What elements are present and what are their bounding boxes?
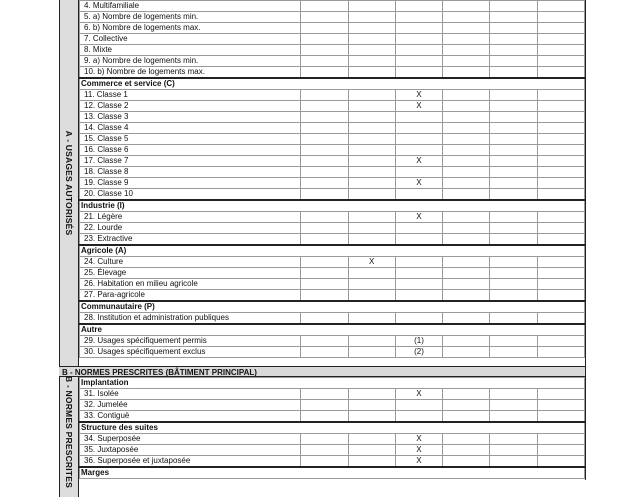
row-label: 20. Classe 10 [80,189,301,201]
value-cell [395,268,442,279]
value-cell [348,223,395,234]
row-label: 36. Superposée et juxtaposée [80,456,301,468]
value-cell [348,445,395,456]
value-cell [537,145,584,156]
row-label: 30. Usages spécifiquement exclus [80,347,301,358]
value-cell [490,101,537,112]
value-cell [443,268,490,279]
value-cell [537,336,584,347]
value-cell [537,189,584,201]
row-label: 23. Extractive [80,234,301,246]
value-cell [348,400,395,411]
table-row [80,134,585,145]
table-row [80,167,585,178]
value-cell [490,112,537,123]
value-cell [348,434,395,445]
value-cell [301,234,348,246]
value-cell [537,400,584,411]
table-row [80,90,585,101]
value-cell [348,67,395,79]
right-border [585,0,586,480]
group-header-row [80,467,585,479]
value-cell [490,290,537,302]
value-cell [490,212,537,223]
value-cell [537,12,584,23]
value-cell [443,279,490,290]
value-cell [443,67,490,79]
value-cell [301,101,348,112]
value-cell [348,178,395,189]
value-cell [395,56,442,67]
table-row [80,189,585,201]
row-label: 7. Collective [80,34,301,45]
value-cell [537,167,584,178]
value-cell [301,145,348,156]
value-cell [443,445,490,456]
value-cell [537,90,584,101]
value-cell [443,112,490,123]
value-cell [301,123,348,134]
value-cell [537,290,584,302]
value-cell [537,257,584,268]
section-a-table [79,0,585,358]
table-row [80,411,585,423]
value-cell [348,12,395,23]
value-cell [490,178,537,189]
row-label: 26. Habitation en milieu agricole [80,279,301,290]
value-cell [443,178,490,189]
value-cell [443,212,490,223]
row-label: 5. a) Nombre de logements min. [80,12,301,23]
value-cell [537,279,584,290]
value-cell [443,313,490,325]
value-cell [537,313,584,325]
value-cell [443,347,490,358]
section-b-table [79,377,585,479]
table-row [80,12,585,23]
row-label: 18. Classe 8 [80,167,301,178]
group-header-row [80,301,585,313]
group-header-row [80,200,585,212]
value-cell [301,12,348,23]
value-cell [490,223,537,234]
value-cell [301,411,348,423]
value-cell [443,12,490,23]
table-row [80,445,585,456]
value-cell [301,45,348,56]
table-row [80,400,585,411]
value-cell [490,400,537,411]
value-cell [537,347,584,358]
value-cell [537,56,584,67]
value-cell: X [395,389,442,400]
table-row [80,67,585,79]
value-cell [490,23,537,34]
row-label: 15. Classe 5 [80,134,301,145]
value-cell [348,389,395,400]
value-cell [490,123,537,134]
value-cell [395,45,442,56]
group-header: Structure des suites [80,422,585,434]
value-cell [348,456,395,468]
value-cell [395,23,442,34]
value-cell [537,445,584,456]
value-cell [490,156,537,167]
value-cell [537,389,584,400]
value-cell [537,178,584,189]
value-cell [348,134,395,145]
value-cell [490,234,537,246]
value-cell [395,189,442,201]
value-cell [537,268,584,279]
value-cell [537,101,584,112]
value-cell [537,112,584,123]
row-label: 14. Classe 4 [80,123,301,134]
value-cell: X [395,101,442,112]
value-cell [443,90,490,101]
value-cell [301,257,348,268]
value-cell [395,400,442,411]
value-cell [301,389,348,400]
value-cell [395,290,442,302]
value-cell [301,313,348,325]
value-cell [395,257,442,268]
value-cell [348,90,395,101]
group-header: Industrie (I) [80,200,585,212]
table-row [80,145,585,156]
value-cell [490,134,537,145]
value-cell [490,434,537,445]
value-cell [490,336,537,347]
value-cell [348,279,395,290]
table-row [80,434,585,445]
row-label: 6. b) Nombre de logements max. [80,23,301,34]
value-cell [490,167,537,178]
value-cell [301,67,348,79]
row-label: 10. b) Nombre de logements max. [80,67,301,79]
row-label: 17. Classe 7 [80,156,301,167]
value-cell [443,290,490,302]
table-row [80,268,585,279]
table-row [80,123,585,134]
value-cell [443,400,490,411]
value-cell [348,56,395,67]
group-header: Marges [80,467,585,479]
value-cell [537,212,584,223]
value-cell [490,456,537,468]
value-cell [443,336,490,347]
value-cell [443,156,490,167]
value-cell [348,189,395,201]
value-cell [443,189,490,201]
table-row [80,156,585,167]
value-cell: X [348,257,395,268]
value-cell [443,123,490,134]
row-label: 25. Élevage [80,268,301,279]
table-row [80,257,585,268]
value-cell [301,56,348,67]
value-cell: X [395,178,442,189]
value-cell [537,156,584,167]
value-cell [301,34,348,45]
value-cell [490,90,537,101]
value-cell [537,23,584,34]
value-cell [301,134,348,145]
table-row [80,223,585,234]
row-label: 4. Multifamiliale [80,1,301,12]
value-cell [348,212,395,223]
value-cell [537,434,584,445]
value-cell [537,134,584,145]
row-label: 33. Contiguë [80,411,301,423]
table-row [80,1,585,12]
value-cell: X [395,156,442,167]
value-cell [490,389,537,400]
value-cell [395,234,442,246]
value-cell [443,34,490,45]
value-cell: (2) [395,347,442,358]
section-b-side-label [59,377,79,497]
group-header-row [80,422,585,434]
table-row [80,45,585,56]
value-cell [348,23,395,34]
value-cell [348,347,395,358]
value-cell: X [395,445,442,456]
value-cell [348,167,395,178]
value-cell [301,434,348,445]
table-row [80,112,585,123]
value-cell [301,400,348,411]
value-cell [395,167,442,178]
value-cell [490,45,537,56]
value-cell [443,134,490,145]
section-b-bar: B - NORMES PRESCRITES (BÂTIMENT PRINCIPAL) [59,366,585,377]
value-cell [537,67,584,79]
table-row [80,456,585,468]
table-row [80,336,585,347]
value-cell [348,313,395,325]
section-a-side-text: A - USAGES AUTORISÉS [64,130,74,236]
row-label: 22. Lourde [80,223,301,234]
value-cell [490,1,537,12]
value-cell [301,1,348,12]
value-cell [301,336,348,347]
value-cell [443,45,490,56]
group-header-row [80,245,585,257]
value-cell [348,101,395,112]
value-cell [490,279,537,290]
row-label: 16. Classe 6 [80,145,301,156]
section-a-side-label [59,0,79,366]
row-label: 19. Classe 9 [80,178,301,189]
value-cell [395,411,442,423]
value-cell [348,411,395,423]
value-cell [490,12,537,23]
value-cell [490,445,537,456]
table-row [80,290,585,302]
table-row [80,212,585,223]
value-cell [443,257,490,268]
row-label: 28. Institution et administration publiques [80,313,301,325]
table-row [80,313,585,325]
value-cell [395,123,442,134]
value-cell [443,389,490,400]
value-cell [301,178,348,189]
value-cell [443,234,490,246]
value-cell: X [395,434,442,445]
row-label: 35. Juxtaposée [80,445,301,456]
value-cell [537,1,584,12]
group-header: Commerce et service (C) [80,78,585,90]
value-cell [301,156,348,167]
row-label: 8. Mixte [80,45,301,56]
value-cell [490,347,537,358]
value-cell [301,268,348,279]
value-cell [490,313,537,325]
value-cell [301,290,348,302]
table-row [80,234,585,246]
table-row [80,178,585,189]
value-cell [395,279,442,290]
value-cell [301,279,348,290]
value-cell [348,34,395,45]
value-cell [395,112,442,123]
value-cell: X [395,456,442,468]
group-header: Autre [80,324,585,336]
table-row [80,56,585,67]
table-row [80,347,585,358]
table-row [80,101,585,112]
value-cell [537,411,584,423]
row-label: 9. a) Nombre de logements min. [80,56,301,67]
row-label: 13. Classe 3 [80,112,301,123]
row-label: 34. Superposée [80,434,301,445]
value-cell [490,67,537,79]
section-b-side-text: B - NORMES PRESCRITES [64,376,74,488]
group-header: Implantation [80,378,585,389]
value-cell [395,313,442,325]
value-cell [443,23,490,34]
value-cell [395,34,442,45]
table-row [80,23,585,34]
value-cell [443,223,490,234]
table-row [80,34,585,45]
value-cell [443,1,490,12]
group-header-row [80,324,585,336]
value-cell [395,67,442,79]
value-cell [443,434,490,445]
value-cell [395,223,442,234]
row-label: 31. Isolée [80,389,301,400]
value-cell [537,45,584,56]
row-label: 32. Jumelée [80,400,301,411]
value-cell [301,112,348,123]
value-cell: (1) [395,336,442,347]
value-cell [301,90,348,101]
value-cell [443,167,490,178]
value-cell [395,12,442,23]
value-cell [490,268,537,279]
row-label: 27. Para-agricole [80,290,301,302]
value-cell [301,445,348,456]
value-cell [301,212,348,223]
value-cell [301,223,348,234]
value-cell [348,1,395,12]
group-header-row [80,78,585,90]
value-cell [490,145,537,156]
value-cell [348,156,395,167]
value-cell [348,268,395,279]
value-cell [537,223,584,234]
group-header-row [80,378,585,389]
table-row [80,389,585,400]
value-cell [348,234,395,246]
value-cell [301,347,348,358]
value-cell [443,145,490,156]
value-cell [537,34,584,45]
value-cell [490,34,537,45]
value-cell [395,145,442,156]
value-cell [537,234,584,246]
value-cell [537,123,584,134]
value-cell [395,134,442,145]
table-row [80,279,585,290]
value-cell [301,456,348,468]
value-cell [537,456,584,468]
value-cell [490,411,537,423]
value-cell [348,123,395,134]
value-cell [490,189,537,201]
group-header: Agricole (A) [80,245,585,257]
value-cell [348,336,395,347]
value-cell [348,112,395,123]
value-cell [490,257,537,268]
value-cell [443,101,490,112]
value-cell [443,411,490,423]
value-cell [490,56,537,67]
value-cell: X [395,212,442,223]
row-label: 24. Culture [80,257,301,268]
value-cell [348,290,395,302]
value-cell [348,145,395,156]
row-label: 29. Usages spécifiquement permis [80,336,301,347]
group-header: Communautaire (P) [80,301,585,313]
value-cell [443,56,490,67]
row-label: 12. Classe 2 [80,101,301,112]
row-label: 11. Classe 1 [80,90,301,101]
value-cell [301,167,348,178]
value-cell [348,45,395,56]
value-cell [301,189,348,201]
value-cell [301,23,348,34]
row-label: 21. Légère [80,212,301,223]
value-cell [443,456,490,468]
value-cell: X [395,90,442,101]
value-cell [395,1,442,12]
